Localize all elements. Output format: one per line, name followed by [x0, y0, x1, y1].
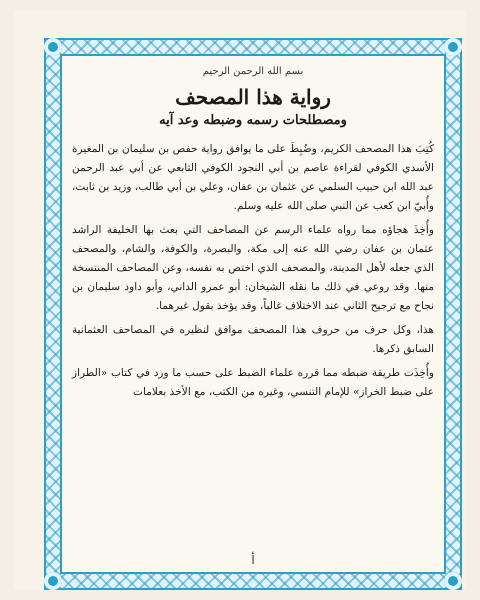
corner-ornament: [44, 572, 62, 590]
corner-ornament: [444, 572, 462, 590]
paragraph-spelling-source: وأُخِذَ هجاؤه مما رواه علماء الرسم عن المصاحف التي بعث بها الخليفة الراشد عثمان بن عفان رضي الله عنه إلى مكة، والبصرة، والكوفة، والشام، والمصحف الذي جعله لأهل المدينة، والمصحف الذي اختص به نفسه، وعن المصاحف المنتسخة منها. وقد روعي في ذلك ما نقله الشيخان: أبو عمرو الداني، وأبو داود سليمان بن نجاح مع ترجيح الثاني عند الاختلاف غالباً، وقد يؤخذ بقول غيرهما.: [72, 224, 434, 312]
page-subtitle: ومصطلحات رسمه وضبطه وعد آيه: [159, 113, 347, 128]
text-panel: [60, 54, 446, 574]
basmala: بسم الله الرحمن الرحيم: [202, 66, 304, 77]
page-number: [72, 553, 434, 567]
page-title: رواية هذا المصحف: [175, 85, 331, 109]
paragraph-letter-conformity: هذا، وكل حرف من حروف هذا المصحف موافق لنظيره في المصاحف العثمانية السابق ذكرها.: [72, 324, 434, 355]
page-sheet: [14, 10, 466, 590]
paragraph-narration: كُتِبَ هذا المصحف الكريم، وضُبِطَ على ما يوافق رواية حفص بن سليمان بن المغيرة الأسدي الكوفي لقراءة عاصم بن أبي النجود الكوفي التابعي عن أبي عبد الرحمن عبد الله ابن حبيب السلمي عن عثمان بن عفان، وعلي بن أبي طالب، وزيد بن ثابت، وأُبيّ ابن كعب عن النبي صلى الله عليه وسلم.: [72, 143, 434, 212]
paragraph-vowel-marking: وأُخِذَت طريقة ضبطه مما قرره علماء الضبط على حسب ما ورد في كتاب «الطراز على ضبط الخراز» للإمام التنسي، وغيره من الكتب، مع الأخذ بعلامات: [72, 367, 434, 398]
ornamental-border: [44, 38, 462, 590]
page-content: [72, 64, 434, 567]
corner-ornament: [444, 38, 462, 56]
page-number-label: أ: [245, 553, 260, 567]
